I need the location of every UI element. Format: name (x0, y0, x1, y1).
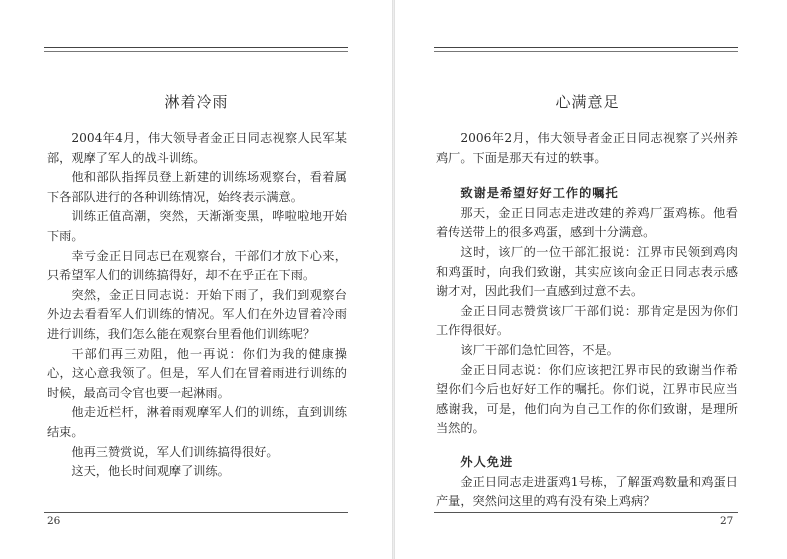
page-body (436, 129, 738, 512)
right-page (394, 0, 787, 559)
paragraph: 幸亏金正日同志已在观察台，干部们才放下心来，只希望军人们的训练搞得好，却不在乎正在下雨。 (47, 248, 347, 283)
paragraph: 金正日同志说：你们应该把江界市民的致谢当作希望你们今后也好好工作的嘱托。你们说，江界市民应当感谢我，可是，他们向为自己工作的你们致谢，是理所当然的。 (436, 362, 738, 436)
bottom-rule (434, 512, 738, 513)
left-page (0, 0, 393, 559)
paragraph: 这时，该厂的一位干部汇报说：江界市民领到鸡肉和鸡蛋时，向我们致谢，其实应该向金正日同志表示感谢才对，因此我们一直感到过意不去。 (436, 244, 738, 299)
paragraph: 他再三赞赏说，军人们训练搞得很好。 (71, 444, 279, 459)
page-title: 心满意足 (555, 93, 620, 111)
paragraph: 干部们再三劝阻，他一再说：你们为我的健康操心，这心意我领了。但是，军人们在冒着雨进行训练的时候，最高司令官也要一起淋雨。 (47, 346, 347, 400)
page-title: 淋着冷雨 (164, 93, 229, 111)
page-body (47, 129, 347, 482)
paragraph: 2004年4月，伟大领导者金正日同志视察人民军某部，观摩了军人的战斗训练。 (47, 131, 347, 165)
intro-paragraph: 2006年2月，伟大领导者金正日同志视察了兴州养鸡厂。下面是那天有过的轶事。 (436, 131, 738, 165)
section-heading: 致谢是希望好好工作的嘱托 (460, 186, 619, 201)
paragraph: 突然，金正日同志说：开始下雨了，我们到观察台外边去看看军人们训练的情况。军人们在外边冒着冷雨进行训练，我们怎么能在观察台里看他们训练呢？ (47, 287, 347, 341)
paragraph: 他走近栏杆，淋着雨观摩军人们的训练，直到训练结束。 (47, 405, 347, 439)
paragraph: 训练正值高潮，突然，天渐渐变黑，哗啦啦地开始下雨。 (47, 209, 347, 243)
paragraph: 该厂干部们急忙回答，不是。 (460, 342, 619, 357)
paragraph: 那天，金正日同志走进改建的养鸡厂蛋鸡栋。他看着传送带上的很多鸡蛋，感到十分满意。 (436, 205, 738, 240)
page-number: 26 (47, 515, 61, 527)
top-rule (44, 47, 348, 52)
page-number: 27 (720, 515, 734, 527)
paragraph: 金正日同志赞赏该厂干部们说：那肯定是因为你们工作得很好。 (436, 303, 738, 338)
paragraph: 他和部队指挥员登上新建的训练场观察台，看着属下各部队进行的各种训练情况，始终表示满意。 (47, 170, 347, 204)
paragraph: 金正日同志走进蛋鸡1号栋，了解蛋鸡数量和鸡蛋日产量，突然问这里的鸡有没有染上鸡病？ (436, 474, 738, 509)
section-heading: 外人免进 (460, 454, 514, 469)
top-rule (434, 47, 738, 52)
bottom-rule (44, 512, 348, 513)
paragraph: 这天，他长时间观摩了训练。 (71, 464, 230, 479)
